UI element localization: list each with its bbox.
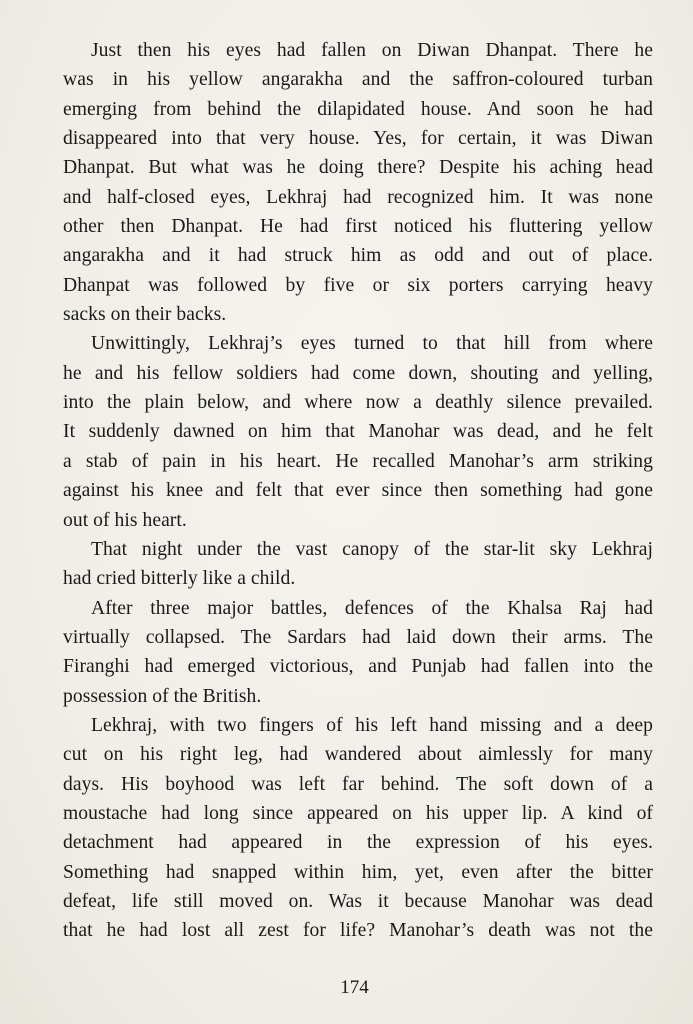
text-line: was in his yellow angarakha and the saffron-coloured turban: [63, 69, 653, 91]
text-line: he and his fellow soldiers had come down, shouting and yelling,: [63, 362, 653, 384]
text-line: days. His boyhood was left far behind. The soft down of a: [63, 773, 653, 795]
text-line: cut on his right leg, had wandered about aimlessly for many: [63, 744, 653, 766]
text-line: emerging from behind the dilapidated house. And soon he had: [63, 98, 653, 120]
page-number: 174: [340, 977, 369, 998]
text-line: against his knee and felt that ever since then something had gone: [63, 480, 653, 502]
text-line: a stab of pain in his heart. He recalled Manohar’s arm striking: [63, 450, 653, 472]
text-line: It suddenly dawned on him that Manohar was dead, and he felt: [63, 421, 653, 443]
body-text: [63, 36, 653, 946]
text-line: After three major battles, defences of the Khalsa Raj had: [91, 597, 653, 619]
text-line: and half-closed eyes, Lekhraj had recognized him. It was none: [63, 186, 653, 208]
text-line: Unwittingly, Lekhraj’s eyes turned to that hill from where: [91, 333, 653, 355]
text-line: had cried bitterly like a child.: [63, 568, 296, 590]
text-line: other then Dhanpat. He had first noticed his fluttering yellow: [63, 216, 653, 238]
text-line: Just then his eyes had fallen on Diwan Dhanpat. There he: [91, 40, 653, 61]
text-line: sacks on their backs.: [63, 304, 227, 326]
text-line: disappeared into that very house. Yes, for certain, it was Diwan: [63, 128, 653, 150]
text-line: Firanghi had emerged victorious, and Punjab had fallen into the: [63, 656, 653, 678]
text-line: Something had snapped within him, yet, even after the bitter: [63, 861, 653, 883]
text-line: Dhanpat was followed by five or six porters carrying heavy: [63, 274, 653, 296]
text-line: virtually collapsed. The Sardars had laid down their arms. The: [63, 626, 653, 648]
text-line: out of his heart.: [63, 509, 187, 531]
text-line: Dhanpat. But what was he doing there? Despite his aching head: [63, 157, 653, 179]
text-line: angarakha and it had struck him as odd and out of place.: [63, 245, 653, 267]
text-line: detachment had appeared in the expression of his eyes.: [63, 832, 653, 854]
text-line: That night under the vast canopy of the star-lit sky Lekhraj: [91, 538, 653, 560]
text-line: defeat, life still moved on. Was it because Manohar was dead: [63, 890, 653, 912]
text-line: moustache had long since appeared on his upper lip. A kind of: [63, 802, 653, 824]
text-line: possession of the British.: [63, 685, 262, 707]
text-line: that he had lost all zest for life? Manohar’s death was not the: [63, 920, 653, 942]
text-line: into the plain below, and where now a deathly silence prevailed.: [63, 392, 653, 414]
text-line: Lekhraj, with two fingers of his left hand missing and a deep: [91, 714, 653, 736]
